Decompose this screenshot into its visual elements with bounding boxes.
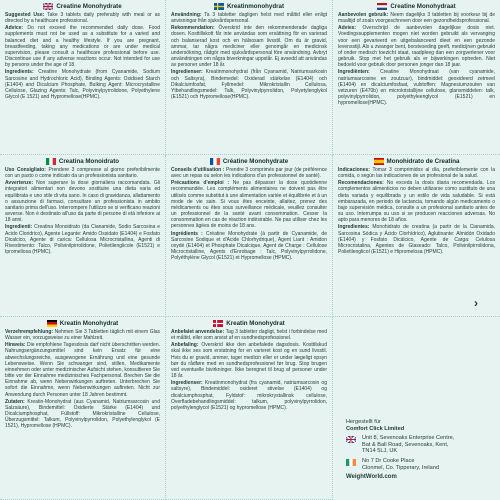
paragraph-ingredients: Ingredients: Creatine Monohydrate (from Cyanamide, Sodium Sarcosine and Hydrochloric Acid), Binding Agents: Oxidised Starch (E1404) and Dicalcium Phosphate, Bulking Agent: Microcrystalline Cellulose, Glazing Agents: Talc, Polyvinylpyrrolidone, Polyethylene Glycol (E 1521) and Hypromellose(HPMC).: [5, 69, 160, 101]
uk-address-line: Unit 8, Sevenoaks Enterprise Centre,: [362, 435, 455, 442]
paragraph-usage: Indicaciones: Tomar 3 comprimidos al día, preferiblemente con la comida, o según las indicaciones de un profesional de la salud.: [338, 167, 495, 180]
paragraph-usage: Anbefalet anvendelse: Tag 3 tabletter dagligt, helst i forbindelse med et måltid, eller som anvist af en sundhedsprofessionel.: [171, 329, 327, 342]
company-address: [332, 316, 500, 500]
paragraph-advice: Avvertenze: Non superare la dose giornaliera raccomandata. Gli integratori alimentari non devono sostituire una dieta varia ed equilibrata e uno stile di vita sano. In caso di gravidanza, allattamento o assunzione di farmaci, consultare un professionista in ambito sanitario prima dell'uso. Interrompere l'utilizzo se si verificano reazioni avverse. Non è destinato all'uso da parte di persone di età inferiore ai 18 anni.: [5, 180, 160, 224]
paragraph-usage: Aanbevolen gebruik: Neem dagelijks 3 tabletten bij voorkeur bij de maaltijd of zoals voorgeschreven door een gezondheidsprofessional.: [338, 12, 496, 25]
block-es: [333, 155, 500, 317]
block-header: [5, 3, 160, 10]
nl-flag-icon: [377, 3, 387, 10]
uk-flag-icon: [346, 436, 356, 443]
distributed-by-label: Hergestellt für: [346, 419, 381, 425]
paragraph-advice: Hinweis: Die empfohlene Tagesdosis darf nicht überschritten werden. Nahrungsergänzungsmittel sind kein Ersatz für eine abwechslungsreiche, ausgewogene Ernährung und eine gesunde Lebensweise. Wenn Sie schwanger sind, stillen, Medikamente einnehmen oder unter medizinischer Aufsicht stehen, konsultieren Sie bitte vor der Einnahme medizinisches Fachpersonal. Brechen Sie die Einnahme ab, wenn Nebenwirkungen auftreten. Unterbrechen Sie sofort die Einnahme, wenn Nebenwirkungen auftreten. Nicht zur Anwendung durch Personen unter 18 Jahren bestimmt.: [5, 342, 160, 398]
paragraph-ingredients: Zutaten: Kreatin-Monohydrat (aus Cyanamid, Natriumsarcosin und Salzsäure), Bindemittel: Oxidierte Stärke (E1404) und Dicalciumphosphat, Füllstoff: Mikrokristalline Cellulose, Überzugsmittel: Talkum, Polyvinylpyrrolidon, Polyethylenglykol (E 1521), Hypromellose (HPMC).: [5, 398, 160, 430]
paragraph-ingredients: Ingredienti: Creatina Monoidrato (da Cianamide, Sodio Sarcosina e Acido Cloridrico), Agente Legante: Amido Ossidato (E1404) e Fosfato Dicalcico, Agente di carica: Cellulosa Microcristallina, Agenti di Rivestimento: Talco, Polivinilpirrolidone, Polietilenglicole (E1521) e Ipromellosa (HPMC).: [5, 224, 160, 256]
dk-flag-icon: [213, 320, 223, 327]
block-header: [5, 320, 160, 327]
company-name: Comfort Click Limited: [346, 425, 405, 432]
paragraph-advice: Advice: Do not exceed the recommended daily dose. Food supplements must not be used as a substitute for a varied and balanced diet and a healthy lifestyle. If you are pregnant, breastfeeding, taking any medications or are under medical supervision, please consult a healthcare professional before use. Discontinue use if any adverse reactions occur. Not intended for use by persons under the age of 18.: [5, 25, 160, 69]
block-header: [338, 3, 495, 10]
block-da: [166, 317, 333, 500]
se-flag-icon: [214, 3, 224, 10]
block-en: [0, 0, 166, 155]
paragraph-ingredients: Ingredientes: Monohidrato de creatina (a partir de la Cianamida, Sarcosina Sódica y Ácido Clorhídrico), Aglutinante: Almidón Oxidado (E1404) y Fosfato Dicálcico, Agente de Carga: Celulosa Microcristalina, Agentes de Glaseado: Talco, Polivinilpirrolidona, Polietilenglicol (E1521) e Hipromelosa (HPMC).: [338, 224, 495, 256]
block-header: [171, 3, 327, 10]
block-title: Créatine Monohydrate: [222, 158, 289, 165]
paragraph-usage: Uso Consigliato: Prendere 3 compresse al giorno preferibilmente con un pasto o come indicato da un professionista sanitario.: [5, 167, 160, 180]
paragraph-advice: Précautions d'emploi : Ne pas dépasser la dose quotidienne recommandée. Les compléments alimentaires ne doivent pas être utilisés comme substitut à une alimentation variée et équilibrée et à un mode de vie sain. Si vous êtes enceinte, allaitez, prenez des médicaments ou êtes sous surveillance médicale, veuillez consulter un professionnel de la santé avant consommation. Cesser la consommation en cas de réaction indésirable. Ne pas utiliser chez les personnes âgées de moins de 18 ans.: [171, 180, 327, 230]
paragraph-usage: Användning: Ta 3 tabletter dagligen helst med måltid eller enligt anvisningar från sjukvårdspersonal.: [171, 12, 327, 25]
block-title: Kreatinmonohydrat: [226, 3, 285, 10]
block-title: Creatina Monoidrato: [58, 158, 120, 165]
block-title: Kreatin Monohydrat: [59, 320, 119, 327]
paragraph-usage: Conseils d'utilisation : Prendre 3 comprimés par jour (de préférence avec un repas ou selon les indications d'un professionnel de santé).: [171, 167, 328, 180]
it-flag-icon: [46, 158, 56, 165]
block-title: Kreatin Monohydrat: [226, 320, 285, 327]
block-nl: [333, 0, 500, 155]
fr-flag-icon: [210, 158, 220, 165]
uk-address-row: [346, 435, 492, 455]
ie-flag-icon: [346, 459, 356, 466]
paragraph-advice: Anbefaling: Overskrid ikke den anbefalede dagsdosis. Kosttilskud skal ikke ses som erstatning for en varieret kost og en sund livsstil. Hvis du er gravid, ammer, tager medicin eller er under lægeligt opsyn bør du rådføre med en sundhedsprofessionel før brug. Stop brugen ved eventuelle bivirkninger. Ikke beregnet til brug af personer under 18 år.: [171, 342, 327, 380]
block-fr: [166, 155, 333, 317]
block-sv: [166, 0, 333, 155]
paragraph-ingredients: Ingrédients : Créatine Monohydrate (à partir de Cyanamide, de Sarcosine Sodique et d'Acide Chlorhydrique), Agent Liant : Amidon oxydé (E1404) et Phosphate Dicalcique, Agent de Charge : Cellulose Microcristalline, Agents d'Enrobage : Talc, Polyvinylpyrrolidone, Polyéthylène Glycol (E1521) et Hypromellose (HPMC).: [171, 230, 327, 262]
block-title: Creatine Monohydraat: [390, 3, 456, 10]
uk-address-line: TN14 5LJ, UK: [362, 448, 398, 455]
paragraph-advice: Rekommendation: Överskrid inte den rekommenderade dagliga dosen. Kosttillskott får inte användas som ersättning för en varierad och balanserad kost och en hälsosam livsstil. Om du är gravid, ammar, tar några mediciner eller genomgår en medicinsk undersökning, rådgör med sjukvårdspersonal före användning. Avbryt användningen om några biverkningar uppstår. Ej avsedd att användas av personer under 18 år.: [171, 25, 327, 69]
ie-address-line: Clonmel, Co. Tipperary, Ireland: [362, 464, 439, 471]
block-title: Monohidrato de Creatina: [386, 158, 460, 165]
block-de: [0, 317, 166, 500]
ie-address-line: No 7 Dr Cooke Place: [362, 457, 415, 464]
chevron-right-icon: ›: [474, 296, 478, 310]
paragraph-advice: Recomendaciones: No exceda la dosis diaria recomendada. Los complementos alimenticios no deben utilizarse como sustituto de una dieta variada y equilibrada y un estilo de vida saludable. Si está embarazada, en periodo de lactancia, tomando algún medicamento o bajo supervisión médica, consulte a un profesional sanitario antes de su uso. Interrumpa su uso si se producen reacciones adversas. No apto para menores de 18 años.: [338, 180, 495, 224]
paragraph-ingredients: Ingredienser: Kreatinmonohydrat (fra cyanamid, natriumsarcosin og saltsyre), Bindemiddel: oxideret stivelse (E1404) og dicalciumphosphat, Fyldstof: mikrokrystallinsk cellulose, Overfladebehandlingsmiddel: talkum, polyvinylpyrrolidon, polyethylenglycol (E1521) og hypromellose (HPMC).: [171, 380, 327, 411]
block-header: [171, 158, 327, 165]
uk-flag-icon: [43, 3, 53, 10]
paragraph-advice: Advies: Overschrijd de aanbevolen dagelijkse dosis niet. Voedingssupplementen mogen niet worden gebruikt als vervanging voor een gevarieerd en uitgebalanceerd dieet en een gezonde levensstijl. Als u zwanger bent, borstvoeding geeft, medicijnen gebruikt of onder medisch toezicht staat, raadpleeg dan een zorgverlener voor gebruik. Stop met het gebruik als er bijwerkingen optreden. Niet bedoeld voor gebruik door personen jonger dan 18 jaar.: [338, 25, 495, 69]
ie-address-row: [346, 458, 492, 471]
block-header: [5, 158, 160, 165]
block-header: [338, 158, 495, 165]
website-link[interactable]: WeightWorld.com: [346, 474, 397, 481]
paragraph-ingredients: Ingredienser: Kreatinmonohydrat (från Cyanamid, Natriumsarkosin och Saltsyra), Bindemedel: Oxiderad stärkelse (E1404) och Dikalciumfosfat, Fyllmedel: Mikrokristallin Cellulosa, Ytbehandlingsmedel: Talk, Polyvinylpyrrolidon, Polyetylenglykol (E1521) och Hypromellose(HPMC).: [171, 69, 327, 101]
uk-address-line: Bat & Ball Road, Sevenoaks, Kent,: [362, 441, 449, 448]
block-it: [0, 155, 166, 317]
block-title: Creatine Monohydrate: [56, 3, 122, 10]
paragraph-ingredients: Ingrediënten: Creatine Monohydraat (van cyanamide, natriumsarcosine en zoutzuur), bindmiddel: geoxideerd zetmeel (E1404) en dicalciumfosfaat, vulstoffen: Magnesiumzouten van vetzuren (E470b) en microkristallijne cellulose, glansmiddelen: talk, polyvinylpyrrolidon, polyethyleenglycol (E1521) en hypromellose(HPMC).: [338, 69, 495, 107]
es-flag-icon: [374, 158, 384, 165]
paragraph-usage: Suggested Use: Take 3 tablets daily preferably with meal or as directed by a healthcare professional.: [5, 12, 160, 25]
de-flag-icon: [47, 320, 57, 327]
block-header: [171, 320, 327, 327]
paragraph-usage: Verzehrempfehlung: Nehmen Sie 3 Tabletten täglich mit einem Glas Wasser ein, vorzugsweise zu einer Mahlzeit.: [5, 329, 160, 342]
